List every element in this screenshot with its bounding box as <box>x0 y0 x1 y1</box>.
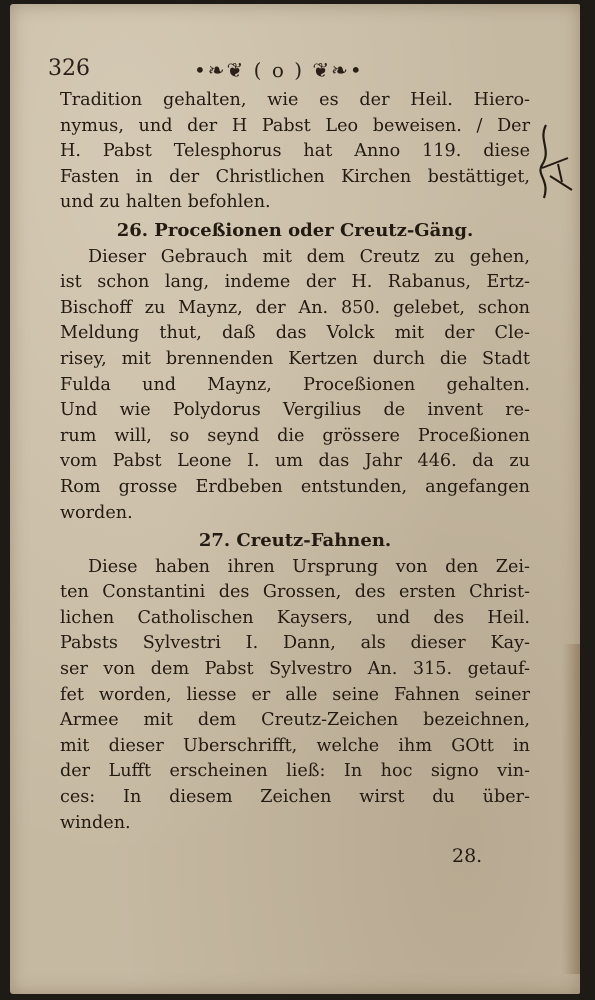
text-line: der Lufft erscheinen ließ: In hoc signo vin- <box>60 761 530 782</box>
text-line: Bischoff zu Maynz, der An. 850. gelebet, schon <box>60 297 530 318</box>
text-line: ist schon lang, indeme der H. Rabanus, Ertz- <box>60 272 530 293</box>
text-line: vom Pabst Leone I. um das Jahr 446. da zu <box>60 451 530 472</box>
text-line: rum will, so seynd die grössere Proceßionen <box>60 425 530 446</box>
section-heading: 27. Creutz-Fahnen. <box>198 530 392 552</box>
text-line: Tradition gehalten, wie es der Heil. Hiero- <box>60 90 530 110</box>
body-text <box>60 88 530 836</box>
text-line: Rom grosse Erdbeben entstunden, angefangen <box>60 476 530 497</box>
text-line: Dieser Gebrauch mit dem Creutz zu gehen, <box>88 246 530 267</box>
text-line: H. Pabst Telesphorus hat Anno 119. diese <box>60 141 530 162</box>
header-ornament: •❧❦ ( o ) ❦❧• <box>194 58 364 82</box>
text-line: winden. <box>60 812 131 833</box>
handwritten-margin-mark <box>528 120 578 210</box>
text-line: worden. <box>60 502 133 523</box>
text-line: Und wie Polydorus Vergilius de invent re- <box>60 400 530 421</box>
page-header <box>48 56 528 92</box>
page-number: 326 <box>48 56 90 81</box>
text-line: ces: In diesem Zeichen wirst du über- <box>60 787 530 808</box>
text-line: ten Constantini des Grossen, des ersten Christ- <box>60 582 530 603</box>
text-line: Pabsts Sylvestri I. Dann, als dieser Kay- <box>60 633 530 654</box>
text-line: mit dieser Uberschrifft, welche ihm GOtt in <box>60 735 530 756</box>
text-line: fet worden, liesse er alle seine Fahnen seiner <box>60 684 530 705</box>
text-line: lichen Catholischen Kaysers, und des Heil. <box>60 607 530 628</box>
section-heading: 26. Proceßionen oder Creutz-Gäng. <box>116 219 474 241</box>
text-line: Armee mit dem Creutz-Zeichen bezeichnen, <box>60 710 530 731</box>
page-edge-stain <box>562 644 580 974</box>
catchword: 28. <box>452 845 483 867</box>
text-line: nymus, und der H Pabst Leo beweisen. / Der <box>60 115 530 136</box>
text-line: Meldung thut, daß das Volck mit der Cle- <box>60 323 530 344</box>
text-line: und zu halten befohlen. <box>60 192 271 213</box>
text-line: ser von dem Pabst Sylvestro An. 315. getauf- <box>60 659 530 680</box>
text-line: Fasten in der Christlichen Kirchen bestättiget, <box>60 166 530 187</box>
text-line: Fulda und Maynz, Proceßionen gehalten. <box>60 374 530 395</box>
text-line: risey, mit brennenden Kertzen durch die Stadt <box>60 348 530 369</box>
text-line: Diese haben ihren Ursprung von den Zei- <box>88 556 530 577</box>
